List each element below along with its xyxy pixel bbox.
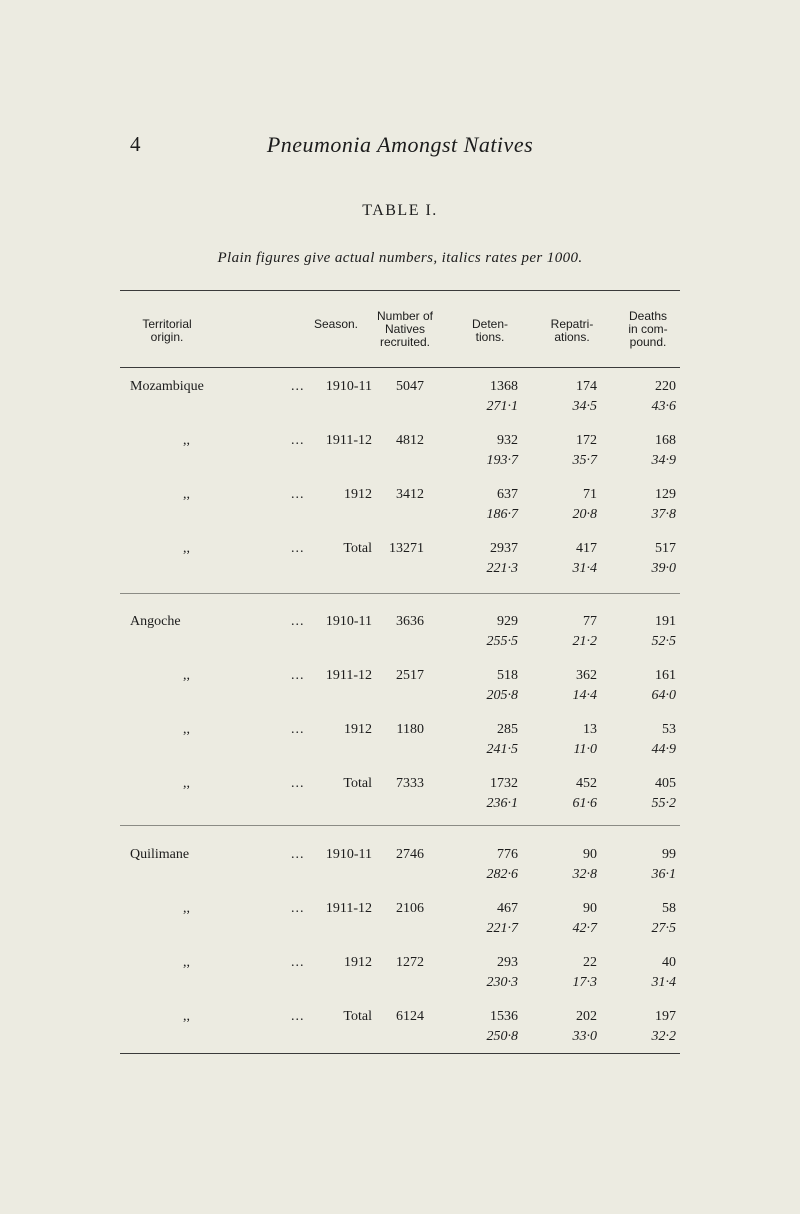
region-name: Quilimane <box>130 847 190 862</box>
repatriations-cell: 172 <box>576 433 597 448</box>
leader-dots: ... <box>291 722 305 737</box>
column-header-line: Number of <box>376 309 434 323</box>
repatriations-rate-cell: 21·2 <box>572 634 597 649</box>
detentions-rate-cell: 230·3 <box>486 975 518 990</box>
repatriations-cell: 90 <box>583 847 597 862</box>
repatriations-rate-cell: 61·6 <box>572 796 597 811</box>
detentions-cell: 1732 <box>490 776 518 791</box>
recruited-cell: 2106 <box>396 901 424 916</box>
column-header-line: Deten- <box>471 317 509 331</box>
column-header-line: recruited. <box>379 335 431 349</box>
leader-dots: ... <box>291 433 305 448</box>
deaths-cell: 517 <box>655 541 676 556</box>
repatriations-cell: 71 <box>583 487 597 502</box>
detentions-rate-cell: 282·6 <box>486 867 518 882</box>
leader-dots: ... <box>291 614 305 629</box>
detentions-rate-cell: 255·5 <box>486 634 518 649</box>
deaths-cell: 197 <box>655 1009 676 1024</box>
recruited-cell: 5047 <box>396 379 424 394</box>
detentions-rate-cell: 186·7 <box>486 507 518 522</box>
leader-dots: ... <box>291 1009 305 1024</box>
leader-dots: ... <box>291 541 305 556</box>
table-top-rule <box>120 290 680 291</box>
repatriations-rate-cell: 34·5 <box>572 399 597 414</box>
deaths-rate-cell: 64·0 <box>651 688 676 703</box>
deaths-cell: 129 <box>655 487 676 502</box>
recruited-cell: 6124 <box>396 1009 424 1024</box>
page-number: 4 <box>130 132 141 156</box>
region-name: Mozambique <box>130 379 204 394</box>
season-cell: Total <box>343 1009 372 1024</box>
page-header <box>0 132 800 172</box>
repatriations-cell: 90 <box>583 901 597 916</box>
detentions-rate-cell: 241·5 <box>486 742 518 757</box>
deaths-cell: 161 <box>655 668 676 683</box>
detentions-cell: 1536 <box>490 1009 518 1024</box>
detentions-rate-cell: 193·7 <box>486 453 518 468</box>
deaths-rate-cell: 39·0 <box>651 561 676 576</box>
column-header-origin <box>122 318 212 344</box>
group-separator-rule <box>120 593 680 594</box>
ditto-mark: ,, <box>183 901 190 916</box>
repatriations-cell: 13 <box>583 722 597 737</box>
deaths-rate-cell: 27·5 <box>651 921 676 936</box>
recruited-cell: 4812 <box>396 433 424 448</box>
detentions-cell: 637 <box>497 487 518 502</box>
deaths-rate-cell: 52·5 <box>651 634 676 649</box>
recruited-cell: 1180 <box>396 722 424 737</box>
repatriations-rate-cell: 33·0 <box>572 1029 597 1044</box>
deaths-rate-cell: 34·9 <box>651 453 676 468</box>
repatriations-rate-cell: 31·4 <box>572 561 597 576</box>
deaths-cell: 168 <box>655 433 676 448</box>
leader-dots: ... <box>291 776 305 791</box>
detentions-rate-cell: 221·7 <box>486 921 518 936</box>
repatriations-rate-cell: 14·4 <box>572 688 597 703</box>
ditto-mark: ,, <box>183 541 190 556</box>
repatriations-rate-cell: 20·8 <box>572 507 597 522</box>
repatriations-rate-cell: 17·3 <box>572 975 597 990</box>
leader-dots: ... <box>291 487 305 502</box>
detentions-rate-cell: 221·3 <box>486 561 518 576</box>
deaths-cell: 53 <box>662 722 676 737</box>
deaths-rate-cell: 36·1 <box>651 867 676 882</box>
column-header-detentions <box>445 318 535 344</box>
deaths-cell: 40 <box>662 955 676 970</box>
repatriations-cell: 174 <box>576 379 597 394</box>
column-header-line: pound. <box>629 335 667 349</box>
repatriations-rate-cell: 11·0 <box>573 742 597 757</box>
column-header-recruited <box>360 310 450 349</box>
deaths-rate-cell: 55·2 <box>651 796 676 811</box>
detentions-cell: 285 <box>497 722 518 737</box>
leader-dots: ... <box>291 847 305 862</box>
season-cell: 1912 <box>344 722 372 737</box>
recruited-cell: 7333 <box>396 776 424 791</box>
detentions-rate-cell: 236·1 <box>486 796 518 811</box>
group-separator-rule <box>120 825 680 826</box>
season-cell: 1910-11 <box>325 847 372 862</box>
detentions-rate-cell: 271·1 <box>486 399 518 414</box>
repatriations-cell: 22 <box>583 955 597 970</box>
detentions-rate-cell: 205·8 <box>486 688 518 703</box>
deaths-rate-cell: 43·6 <box>651 399 676 414</box>
recruited-cell: 2746 <box>396 847 424 862</box>
repatriations-cell: 202 <box>576 1009 597 1024</box>
table-label: TABLE I. <box>362 202 438 219</box>
column-header-line: Territorial <box>142 317 192 331</box>
repatriations-rate-cell: 42·7 <box>572 921 597 936</box>
deaths-cell: 58 <box>662 901 676 916</box>
season-cell: Total <box>343 776 372 791</box>
column-header-line: origin. <box>150 330 184 344</box>
deaths-rate-cell: 32·2 <box>651 1029 676 1044</box>
season-cell: Total <box>343 541 372 556</box>
leader-dots: ... <box>291 901 305 916</box>
detentions-rate-cell: 250·8 <box>486 1029 518 1044</box>
deaths-cell: 405 <box>655 776 676 791</box>
repatriations-rate-cell: 32·8 <box>572 867 597 882</box>
detentions-cell: 518 <box>497 668 518 683</box>
detentions-cell: 2937 <box>490 541 518 556</box>
deaths-rate-cell: 44·9 <box>651 742 676 757</box>
deaths-rate-cell: 31·4 <box>651 975 676 990</box>
header-bottom-rule <box>120 367 680 368</box>
repatriations-cell: 77 <box>583 614 597 629</box>
leader-dots: ... <box>291 379 305 394</box>
season-cell: 1910-11 <box>325 614 372 629</box>
repatriations-cell: 452 <box>576 776 597 791</box>
leader-dots: ... <box>291 955 305 970</box>
deaths-cell: 191 <box>655 614 676 629</box>
season-cell: 1911-12 <box>325 433 372 448</box>
season-cell: 1912 <box>344 955 372 970</box>
detentions-cell: 467 <box>497 901 518 916</box>
ditto-mark: ,, <box>183 668 190 683</box>
recruited-cell: 3636 <box>396 614 424 629</box>
detentions-cell: 929 <box>497 614 518 629</box>
column-header-line: ations. <box>554 330 590 344</box>
column-header-line: tions. <box>475 330 505 344</box>
column-header-line: Deaths <box>628 309 668 323</box>
season-cell: 1911-12 <box>325 668 372 683</box>
ditto-mark: ,, <box>183 722 190 737</box>
column-header-line: Repatri- <box>550 317 594 331</box>
ditto-mark: ,, <box>183 776 190 791</box>
deaths-cell: 220 <box>655 379 676 394</box>
ditto-mark: ,, <box>183 1009 190 1024</box>
group-separator-rule <box>120 1053 680 1054</box>
detentions-cell: 293 <box>497 955 518 970</box>
column-header-line: in com- <box>628 322 668 336</box>
deaths-cell: 99 <box>662 847 676 862</box>
ditto-mark: ,, <box>183 955 190 970</box>
recruited-cell: 2517 <box>396 668 424 683</box>
leader-dots: ... <box>291 668 305 683</box>
table-subtitle: Plain figures give actual numbers, italics rates per 1000. <box>217 250 583 266</box>
ditto-mark: ,, <box>183 433 190 448</box>
recruited-cell: 3412 <box>396 487 424 502</box>
ditto-mark: ,, <box>183 487 190 502</box>
region-name: Angoche <box>130 614 181 629</box>
detentions-cell: 776 <box>497 847 518 862</box>
repatriations-cell: 417 <box>576 541 597 556</box>
deaths-rate-cell: 37·8 <box>651 507 676 522</box>
recruited-cell: 1272 <box>396 955 424 970</box>
season-cell: 1912 <box>344 487 372 502</box>
running-title: Pneumonia Amongst Natives <box>266 132 534 157</box>
column-header-deaths <box>603 310 693 349</box>
season-cell: 1911-12 <box>325 901 372 916</box>
detentions-cell: 1368 <box>490 379 518 394</box>
detentions-cell: 932 <box>497 433 518 448</box>
repatriations-rate-cell: 35·7 <box>572 453 597 468</box>
repatriations-cell: 362 <box>576 668 597 683</box>
column-header-line: Natives <box>384 322 425 336</box>
recruited-cell: 13271 <box>389 541 424 556</box>
column-header-line: Season. <box>313 317 359 331</box>
season-cell: 1910-11 <box>325 379 372 394</box>
